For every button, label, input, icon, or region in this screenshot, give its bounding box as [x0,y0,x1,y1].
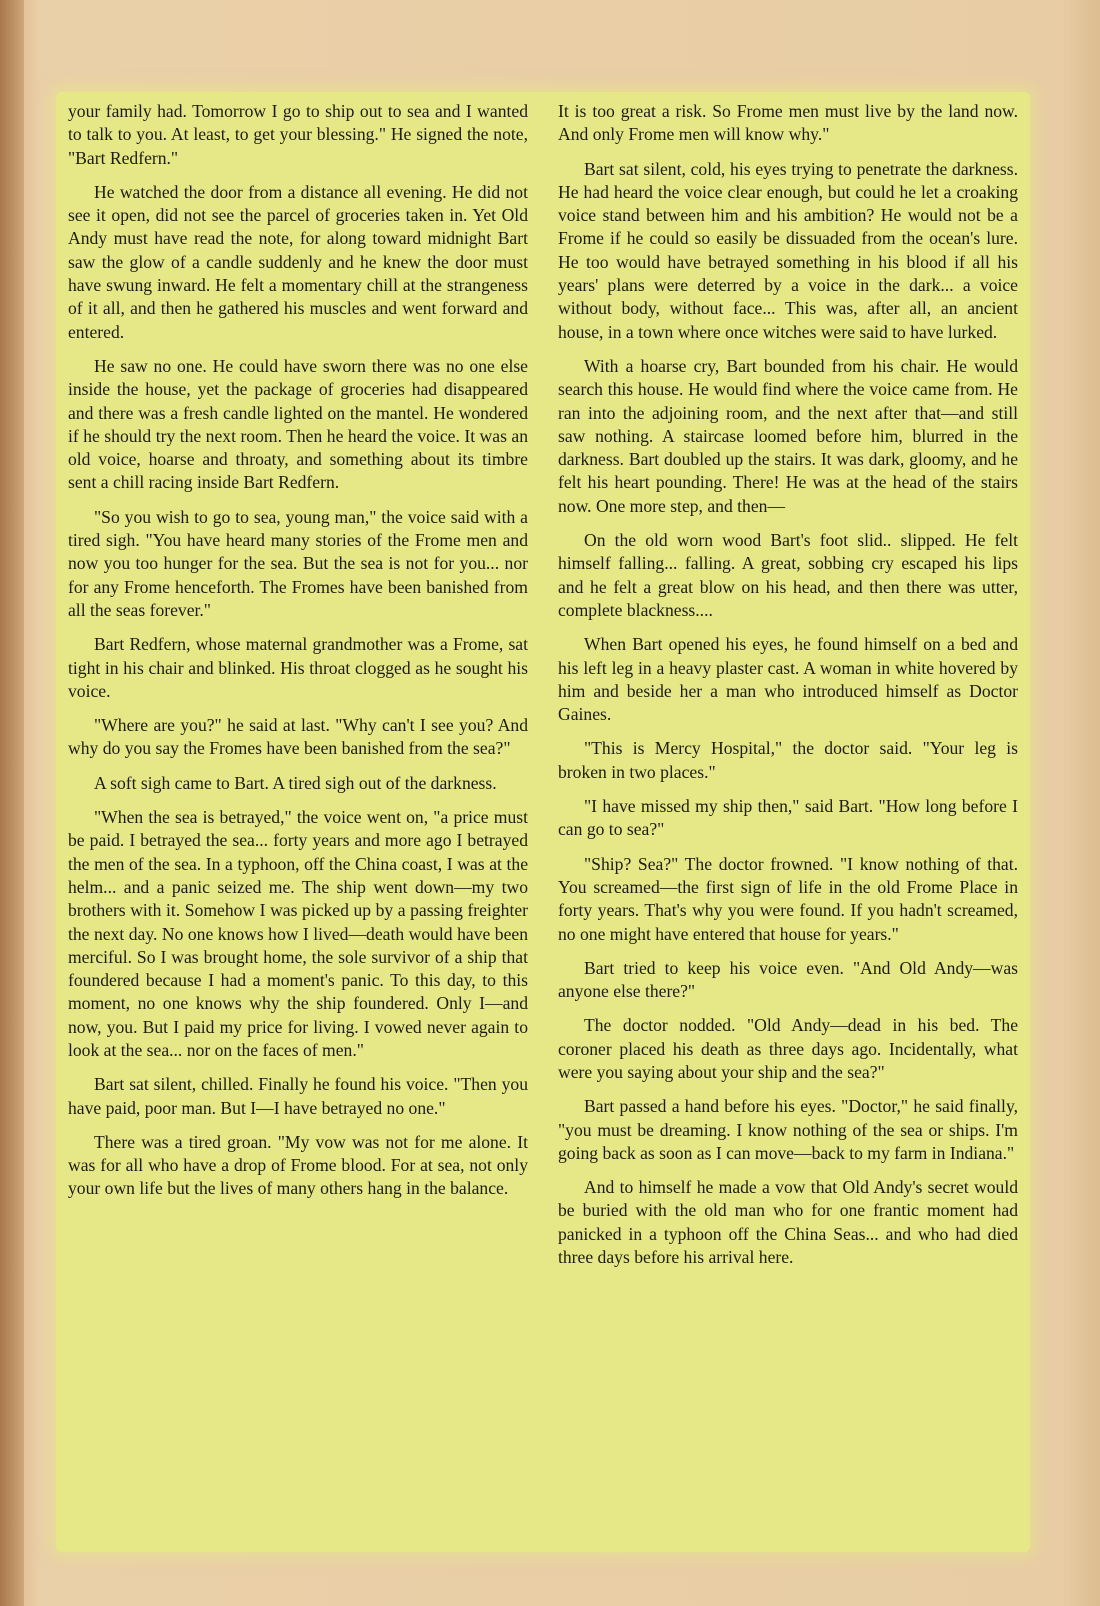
paragraph: And to himself he made a vow that Old Andy's secret would be buried with the old man who for one frantic moment had panicked in a typhoon off the China Seas... and who had died three days before his arrival here. [558,1177,1018,1268]
paragraph: With a hoarse cry, Bart bounded from his chair. He would search this house. He would find where the voice came from. He ran into the adjoining room, and the next after that—and still saw nothing. A staircase loomed before him, blurred in the darkness. Bart doubled up the stairs. It was dark, gloomy, and he felt his heart pounding. There! He was at the head of the stairs now. One more step, and then— [558,355,1018,516]
paragraph: There was a tired groan. "My vow was not for me alone. It was for all who have a drop of Frome blood. For at sea, not only your own life but the lives of many others hang in the balance. [68,1131,528,1199]
paragraph: "This is Mercy Hospital," the doctor said. "Your leg is broken in two places." [558,738,1018,782]
paragraph: Bart sat silent, cold, his eyes trying to penetrate the darkness. He had heard the voice clear enough, but could he let a croaking voice stand between him and his ambition? He would not be a Frome if he could so easily be dissuaded from the ocean's lure. He too would have betrayed something in his blood if all his years' plans were deterred by a voice in the dark... a voice without body, without face... This was, after all, an ancient house, in a town where once witches were said to have lurked. [558,158,1018,342]
left-text-column [68,100,528,1212]
paragraph: "So you wish to go to sea, young man," the voice said with a tired sigh. "You have heard many stories of the Frome men and now you too hunger for the sea. But the sea is not for you... nor for any Frome henceforth. The Fromes have been banished from all the seas forever." [68,506,528,620]
paragraph: Bart sat silent, chilled. Finally he found his voice. "Then you have paid, poor man. But I—I have betrayed no one." [68,1074,528,1118]
paragraph: A soft sigh came to Bart. A tired sigh out of the darkness. [94,772,497,793]
paragraph: The doctor nodded. "Old Andy—dead in his bed. The coroner placed his death as three days ago. Incidentally, what were you saying about your ship and the sea?" [558,1015,1018,1082]
page-spine [0,0,24,1606]
paragraph: Bart Redfern, whose maternal grandmother was a Frome, sat tight in his chair and blinked. His throat clogged as he sought his voice. [68,634,528,701]
paragraph: When Bart opened his eyes, he found himself on a bed and his left leg in a heavy plaster cast. A woman in white hovered by him and beside her a man who introduced himself as Doctor Gaines. [558,634,1018,725]
paragraph: "When the sea is betrayed," the voice went on, "a price must be paid. I betrayed the sea... forty years and more ago I betrayed the men of the sea. In a typhoon, off the China coast, I was at the helm... and a panic seized me. The ship went down—my two brothers with it. Somehow I was picked up by a passing freighter the next day. No one knows how I lived—death would have been merciful. So I was brought home, the sole survivor of a ship that foundered because I had a moment's panic. To this day, to this moment, no one knows why the ship foundered. Only I—and now, you. But I paid my price for living. I vowed never again to look at the sea... nor on the faces of men." [68,807,528,1060]
paragraph: Bart tried to keep his voice even. "And Old Andy—was anyone else there?" [558,957,1018,1002]
paragraph: your family had. Tomorrow I go to ship out to sea and I wanted to talk to you. At least, to get your blessing." He signed the note, "Bart Redfern." [68,101,528,168]
right-text-column [558,100,1018,1280]
paragraph: He saw no one. He could have sworn there was no one else inside the house, yet the package of groceries had disappeared and there was a fresh candle lighted on the mantel. He wondered if he should try the next room. Then he heard the voice. It was an old voice, hoarse and throaty, and something about its timbre sent a chill racing inside Bart Redfern. [68,355,528,493]
paragraph: "Ship? Sea?" The doctor frowned. "I know nothing of that. You screamed—the first sign of life in the old Frome Place in forty years. That's why you were found. If you hadn't screamed, no one might have entered that house for years." [558,853,1018,944]
paragraph: He watched the door from a distance all evening. He did not see it open, did not see the parcel of groceries taken in. Yet Old Andy must have read the note, for along toward midnight Bart saw the glow of a candle suddenly and he knew the door must have swung inward. He felt a momentary chill at the strangeness of it all, and then he gathered his muscles and went forward and entered. [68,181,528,342]
paragraph: On the old worn wood Bart's foot slid.. slipped. He felt himself falling... falling. A great, sobbing cry escaped his lips and he felt a great blow on his head, and then there was utter, complete blackness.... [558,530,1018,620]
paragraph: Bart passed a hand before his eyes. "Doctor," he said finally, "you must be dreaming. I know nothing of the sea or ships. I'm going back as soon as I can move—back to my farm in Indiana." [558,1096,1018,1163]
paragraph: "I have missed my ship then," said Bart. "How long before I can go to sea?" [558,796,1018,840]
paragraph: It is too great a risk. So Frome men must live by the land now. And only Frome men will know why." [558,101,1018,145]
paragraph: "Where are you?" he said at last. "Why can't I see you? And why do you say the Fromes have been banished from the sea?" [68,715,528,759]
